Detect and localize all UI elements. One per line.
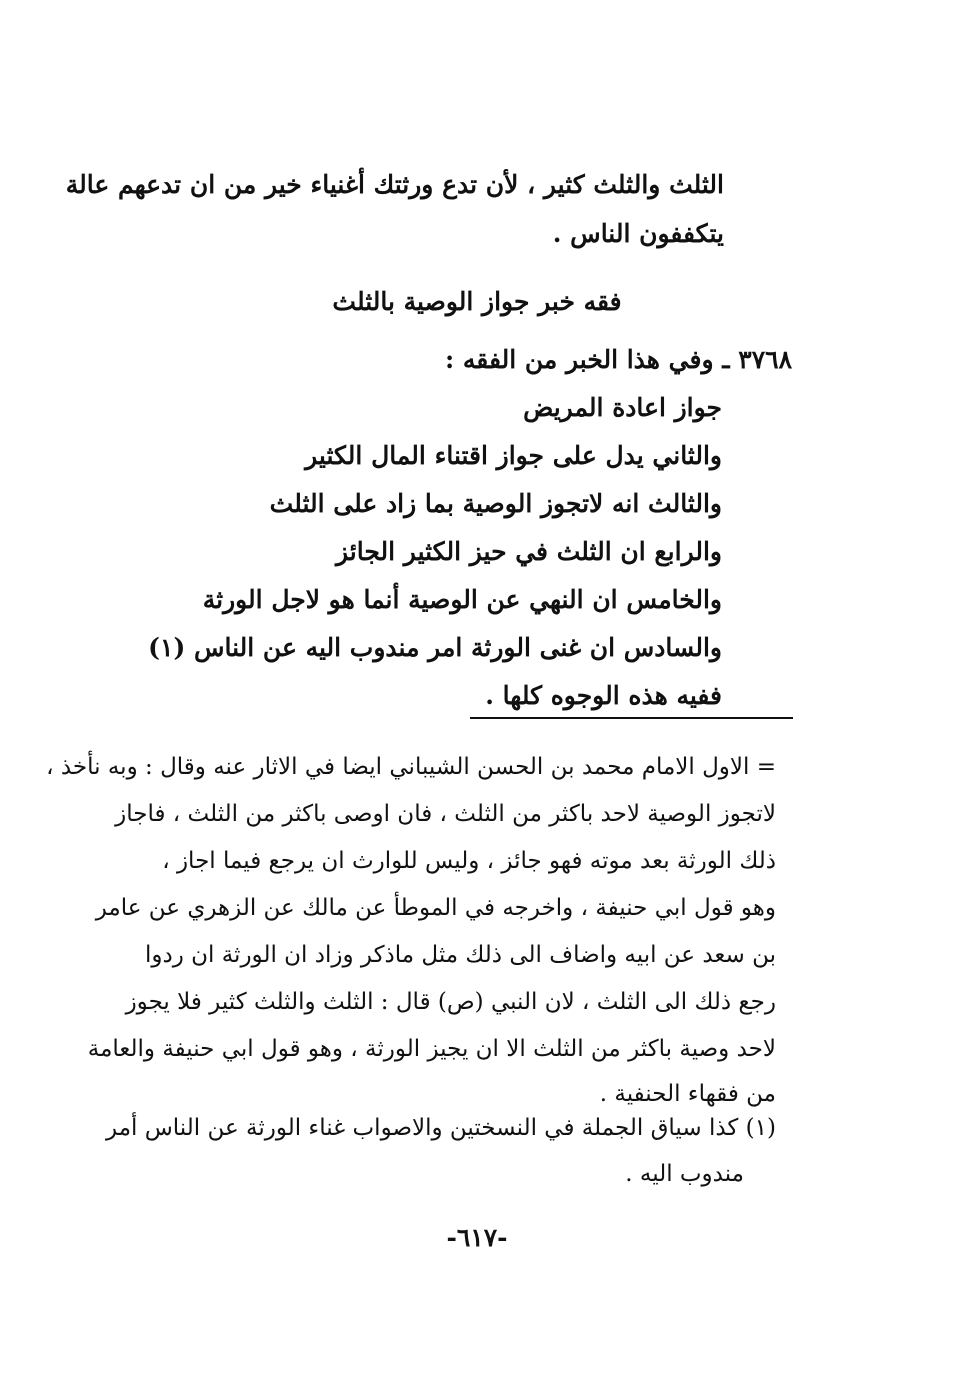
- footnote-line-7: لاحد وصية باكثر من الثلث الا ان يجيز الورثة ، وهو قول ابي حنيفة والعامة: [87, 1036, 776, 1062]
- footnote-line-4: وهو قول ابي حنيفة ، واخرجه في الموطأ عن مالك عن الزهري عن عامر: [95, 895, 776, 921]
- top-paragraph-line-1: الثلث والثلث كثير ، لأن تدع ورثتك أغنياء خير من ان تدعهم عالة: [65, 170, 724, 199]
- section-item-4: والرابع ان الثلث في حيز الكثير الجائز: [336, 537, 722, 566]
- footnote-1-line-2: مندوب اليه .: [625, 1161, 744, 1187]
- footnote-line-1: = الاول الامام محمد بن الحسن الشيباني ايضا في الاثار عنه وقال : وبه نأخذ ،: [46, 754, 776, 780]
- section-item-5: والخامس ان النهي عن الوصية أنما هو لاجل الورثة: [202, 585, 722, 614]
- footnote-separator: [470, 717, 793, 719]
- section-heading: فقه خبر جواز الوصية بالثلث: [332, 287, 622, 316]
- page-number: -٦١٧-: [446, 1223, 508, 1252]
- footnote-line-6: رجع ذلك الى الثلث ، لان النبي (ص) قال : الثلث والثلث كثير فلا يجوز: [125, 989, 776, 1015]
- section-intro: ٣٧٦٨ ـ وفي هذا الخبر من الفقه :: [444, 345, 792, 374]
- section-item-7: ففيه هذه الوجوه كلها .: [485, 681, 722, 710]
- section-item-3: والثالث انه لاتجوز الوصية بما زاد على الثلث: [269, 489, 722, 518]
- footnote-line-5: بن سعد عن ابيه واضاف الى ذلك مثل ماذكر وزاد ان الورثة ان ردوا: [144, 942, 776, 968]
- footnote-line-8: من فقهاء الحنفية .: [599, 1081, 776, 1107]
- section-item-6: والسادس ان غنى الورثة امر مندوب اليه عن الناس (١): [148, 633, 722, 662]
- section-item-2: والثاني يدل على جواز اقتناء المال الكثير: [305, 441, 722, 470]
- footnote-line-3: ذلك الورثة بعد موته فهو جائز ، وليس للوارث ان يرجع فيما اجاز ،: [162, 848, 776, 874]
- top-paragraph-line-2: يتكففون الناس .: [552, 219, 724, 248]
- section-item-1: جواز اعادة المريض: [523, 393, 722, 422]
- footnote-1-line-1: (١) كذا سياق الجملة في النسختين والاصواب غناء الورثة عن الناس أمر: [106, 1115, 776, 1141]
- footnote-line-2: لاتجوز الوصية لاحد باكثر من الثلث ، فان اوصى باكثر من الثلث ، فاجاز: [115, 801, 776, 827]
